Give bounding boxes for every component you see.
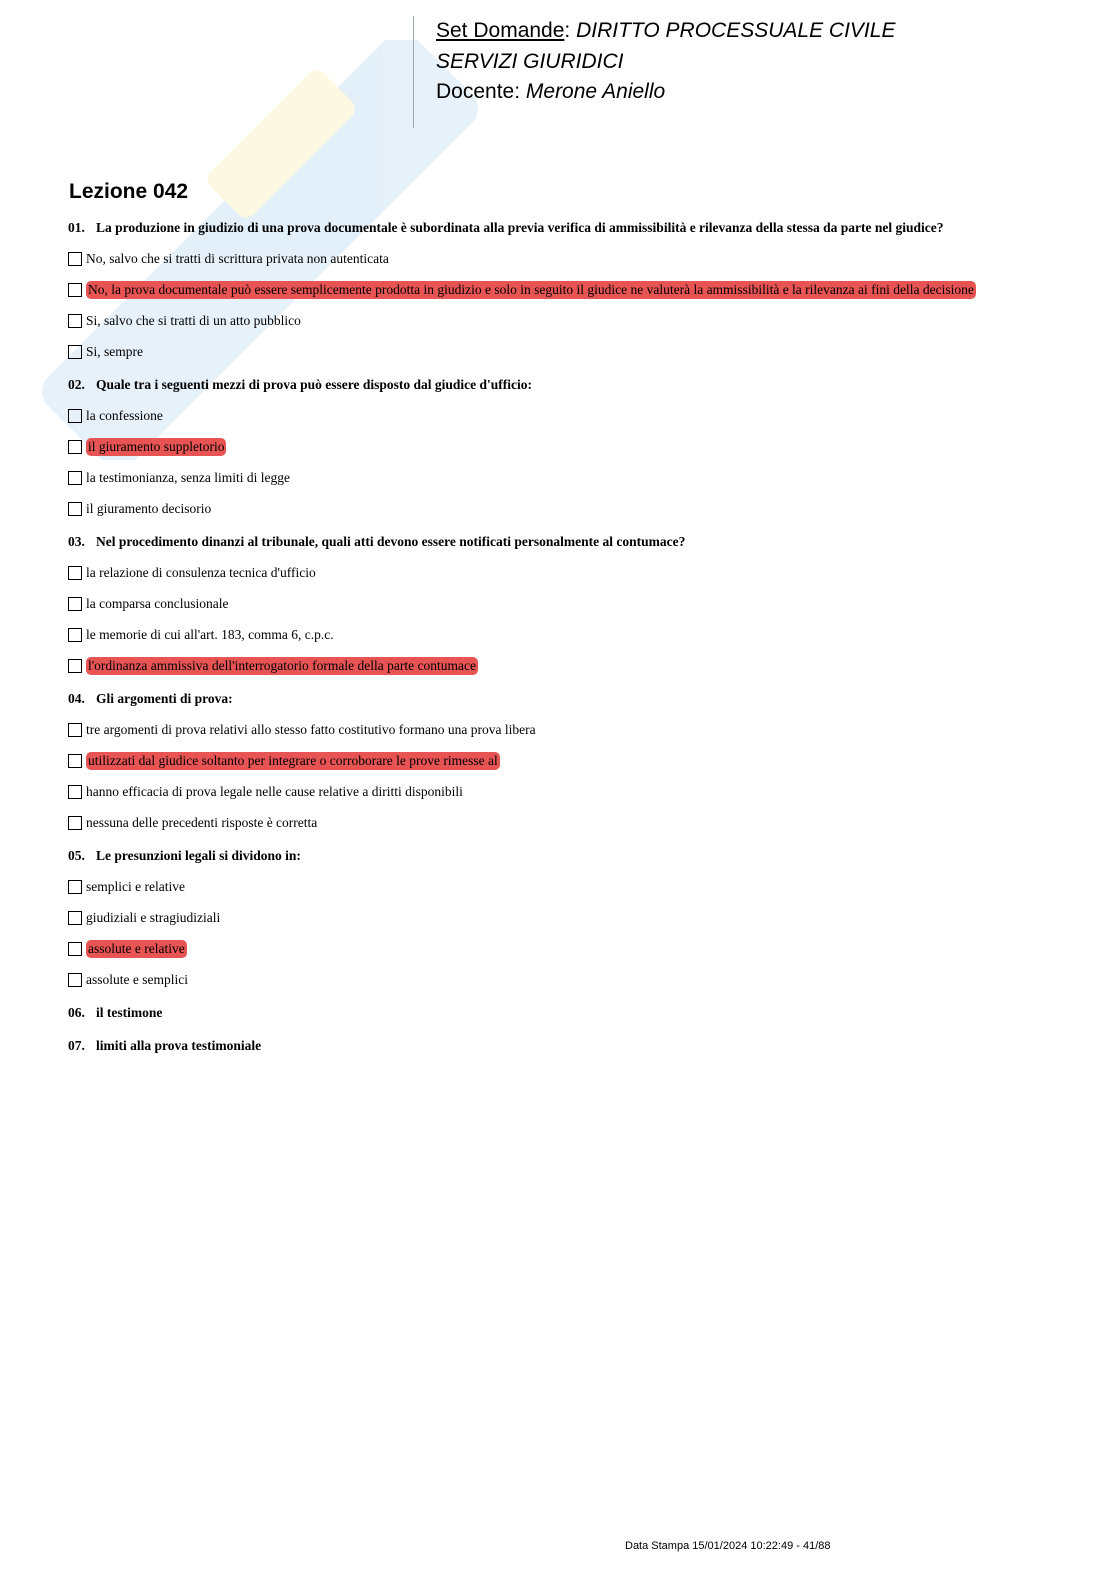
answer-option[interactable] [68,752,1068,770]
question-number: 04. [68,691,85,706]
teacher-name: Merone Aniello [525,80,666,103]
answer-text: Si, salvo che si tratti di un atto pubblico [86,313,301,328]
checkbox[interactable] [68,502,82,516]
question-text [68,219,1068,237]
answer-text: la comparsa conclusionale [86,596,229,611]
question [68,533,1068,675]
answer-text: la confessione [86,408,163,423]
question-number: 03. [68,534,85,549]
question-label: Le presunzioni legali si dividono in: [96,848,301,863]
question-number: 05. [68,848,85,863]
question-label: il testimone [96,1005,163,1020]
correct-answer-text: l'ordinanza ammissiva dell'interrogatorio formale della parte contumace [88,658,476,673]
set-subtitle: SERVIZI GIURIDICI [436,49,624,73]
answer-text: il giuramento decisorio [86,501,212,516]
checkbox[interactable] [68,345,82,359]
checkbox[interactable] [68,973,82,987]
question-text [68,690,1068,708]
answer-option[interactable] [68,909,1068,927]
question [68,1037,1068,1055]
answer-option[interactable] [68,971,1068,989]
answer-option[interactable] [68,500,1068,518]
question-label: Quale tra i seguenti mezzi di prova può essere disposto dal giudice d'ufficio: [96,377,533,392]
checkbox[interactable] [68,597,82,611]
answer-option[interactable] [68,783,1068,801]
answer-text: No, salvo che si tratti di scrittura privata non autenticata [86,251,389,266]
question [68,847,1068,989]
answer-text: la testimonianza, senza limiti di legge [86,470,290,485]
question [68,376,1068,518]
answer-text: giudiziali e stragiudiziali [86,910,221,925]
answer-text: le memorie di cui all'art. 183, comma 6, c.p.c. [86,627,334,642]
answer-option[interactable] [68,343,1068,361]
correct-answer-text: No, la prova documentale può essere semplicemente prodotta in giudizio e solo in seguito il giudice ne valuterà la ammissibilità e la rilevanza ai fini della decisione [88,282,974,297]
answer-text: Si, sempre [86,344,143,359]
answer-option[interactable] [68,878,1068,896]
question-text [68,376,1068,394]
checkbox[interactable] [68,566,82,580]
correct-answer-text: utilizzati dal giudice soltanto per integrare o corroborare le prove rimesse al [88,753,498,768]
answer-option[interactable] [68,595,1068,613]
answer-option[interactable] [68,312,1068,330]
checkbox[interactable] [68,911,82,925]
lesson-title: Lezione 042 [69,180,189,203]
checkbox[interactable] [68,409,82,423]
answer-text: nessuna delle precedenti risposte è corretta [86,815,318,830]
set-title: DIRITTO PROCESSUALE CIVILE [576,19,896,42]
question-label: limiti alla prova testimoniale [96,1038,262,1053]
document-header: Set Domande: DIRITTO PROCESSUALE CIVILE SERVIZI GIURIDICI Docente: Merone Aniello [413,16,895,128]
question [68,219,1068,361]
question-text [68,533,1068,551]
correct-answer-text: il giuramento suppletorio [88,439,225,454]
checkbox[interactable] [68,723,82,737]
checkbox[interactable] [68,440,82,454]
question-text [68,847,1068,865]
answer-option[interactable] [68,250,1068,268]
checkbox[interactable] [68,283,82,297]
answer-text: tre argomenti di prova relativi allo stesso fatto costitutivo formano una prova libera [86,722,536,737]
print-date-footer: Data Stampa 15/01/2024 10:22:49 - 41/88 [625,1540,831,1552]
checkbox[interactable] [68,252,82,266]
answer-option[interactable] [68,814,1068,832]
question-label: La produzione in giudizio di una prova documentale è subordinata alla previa verifica di ammissibilità e rilevanza della stessa da parte nel giudice? [96,220,944,235]
question-label: Gli argomenti di prova: [96,691,233,706]
answer-text: assolute e semplici [86,972,188,987]
checkbox[interactable] [68,785,82,799]
question-number: 02. [68,377,85,392]
checkbox[interactable] [68,628,82,642]
answer-option[interactable] [68,407,1068,425]
question-number: 07. [68,1038,85,1053]
checkbox[interactable] [68,880,82,894]
question-list [68,219,1068,1068]
answer-text: hanno efficacia di prova legale nelle cause relative a diritti disponibili [86,784,463,799]
answer-option[interactable] [68,281,1068,299]
question-text [68,1037,1068,1055]
question [68,1004,1068,1022]
answer-option[interactable] [68,626,1068,644]
question-number: 01. [68,220,85,235]
answer-option[interactable] [68,469,1068,487]
checkbox[interactable] [68,942,82,956]
answer-option[interactable] [68,438,1068,456]
answer-option[interactable] [68,940,1068,958]
answer-option[interactable] [68,657,1068,675]
answer-option[interactable] [68,721,1068,739]
question-number: 06. [68,1005,85,1020]
checkbox[interactable] [68,659,82,673]
checkbox[interactable] [68,816,82,830]
question [68,690,1068,832]
answer-text: la relazione di consulenza tecnica d'ufficio [86,565,316,580]
teacher-label: Docente [436,80,515,103]
checkbox[interactable] [68,754,82,768]
question-text [68,1004,1068,1022]
checkbox[interactable] [68,314,82,328]
correct-answer-text: assolute e relative [88,941,185,956]
question-label: Nel procedimento dinanzi al tribunale, quali atti devono essere notificati personalmente al contumace? [96,534,686,549]
set-label: Set Domande [436,19,565,42]
answer-text: semplici e relative [86,879,185,894]
checkbox[interactable] [68,471,82,485]
answer-option[interactable] [68,564,1068,582]
